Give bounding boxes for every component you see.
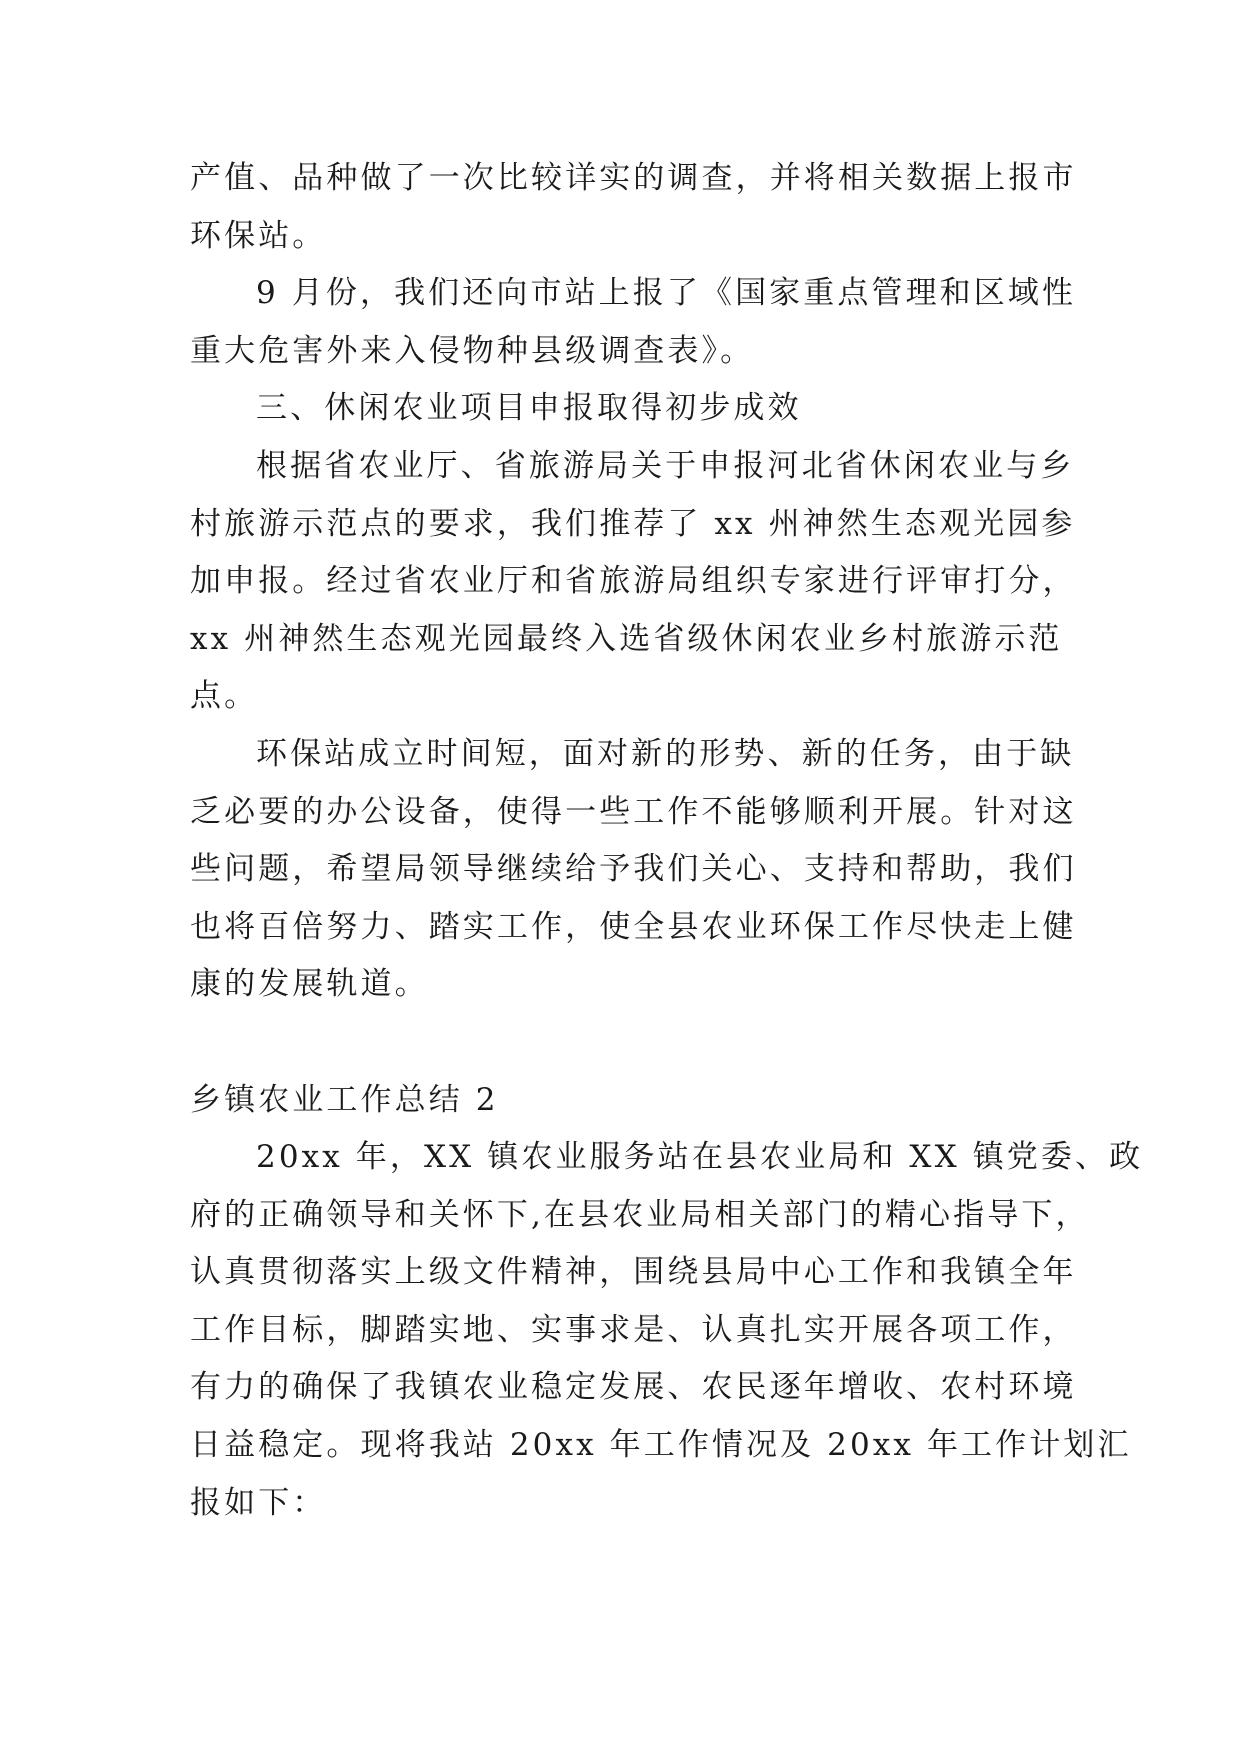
paragraph	[190, 438, 1077, 726]
text-line: 9 月份，我们还向市站上报了《国家重点管理和区域性	[256, 275, 1077, 312]
text-line: xx 州神然生态观光园最终入选省级休闲农业乡村旅游示范	[190, 620, 1063, 657]
paragraph-continuation	[190, 150, 1077, 265]
text-line: 产值、品种做了一次比较详实的调查，并将相关数据上报市	[190, 160, 1077, 196]
paragraph	[190, 726, 1077, 1014]
text-line: 些问题，希望局领导继续给予我们关心、支持和帮助，我们	[190, 851, 1077, 888]
text-line: 乏必要的办公设备，使得一些工作不能够顺利开展。针对这	[190, 793, 1077, 830]
document-title	[190, 1072, 1048, 1130]
text-line: 乡镇农业工作总结 2	[190, 1081, 499, 1118]
text-line: 府的正确领导和关怀下,在县农业局相关部门的精心指导下，	[190, 1196, 1090, 1233]
text-line: 点。	[190, 678, 259, 715]
text-line: 报如下：	[190, 1484, 327, 1521]
paragraph	[190, 1129, 1144, 1532]
section-heading	[190, 380, 1048, 438]
text-line: 康的发展轨道。	[190, 966, 429, 1003]
document-body	[190, 150, 1144, 1532]
paragraph	[190, 265, 1077, 380]
text-line: 也将百倍努力、踏实工作，使全县农业环保工作尽快走上健	[190, 908, 1077, 945]
text-line: 加申报。经过省农业厅和省旅游局组织专家进行评审打分，	[190, 563, 1077, 600]
text-line: 20xx 年，XX 镇农业服务站在县农业局和 XX 镇党委、政	[256, 1139, 1144, 1176]
text-line: 日益稳定。现将我站 20xx 年工作情况及 20xx 年工作计划汇	[190, 1427, 1132, 1464]
text-line: 重大危害外来入侵物种县级调查表》。	[190, 332, 755, 369]
text-line: 根据省农业厅、省旅游局关于申报河北省休闲农业与乡	[256, 447, 1075, 484]
text-line: 环保站成立时间短，面对新的形势、新的任务，由于缺	[256, 735, 1075, 772]
text-line: 有力的确保了我镇农业稳定发展、农民逐年增收、农村环境	[190, 1369, 1077, 1406]
text-line: 工作目标，脚踏实地、实事求是、认真扎实开展各项工作，	[190, 1311, 1077, 1348]
text-line: 三、休闲农业项目申报取得初步成效	[256, 390, 802, 427]
text-line: 村旅游示范点的要求，我们推荐了 xx 州神然生态观光园参	[190, 505, 1076, 542]
text-line: 认真贯彻落实上级文件精神，围绕县局中心工作和我镇全年	[190, 1254, 1077, 1291]
text-line: 环保站。	[190, 217, 327, 254]
